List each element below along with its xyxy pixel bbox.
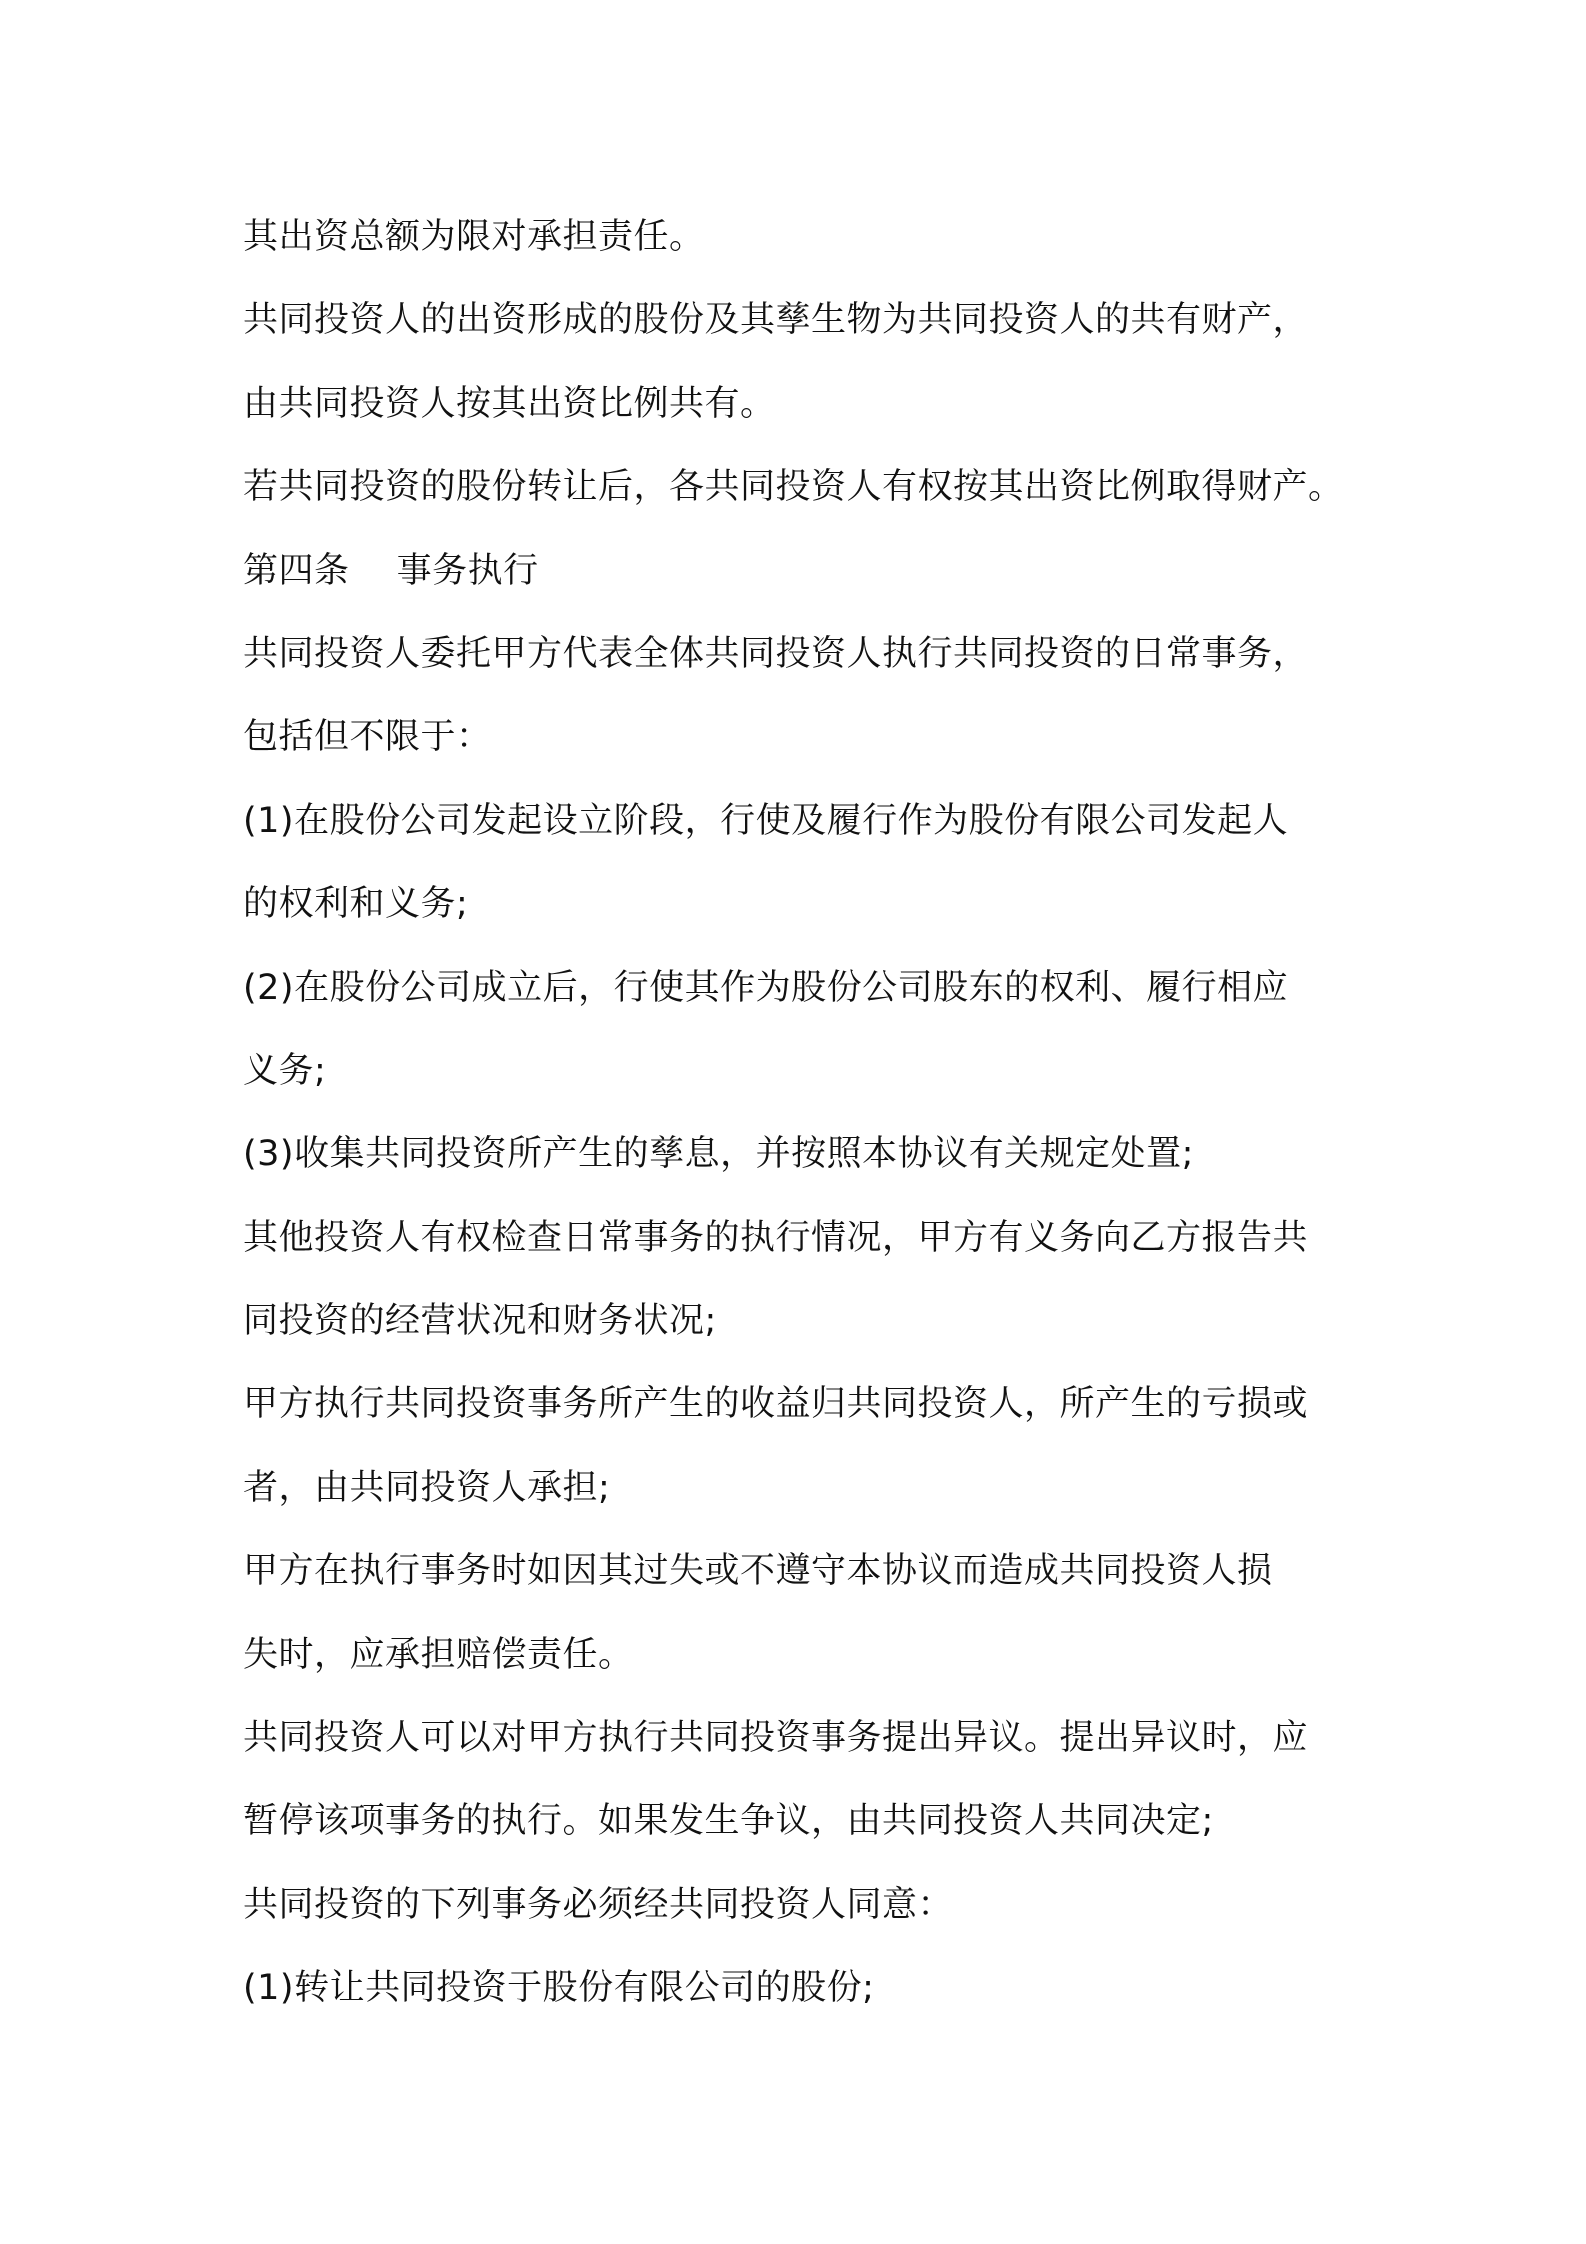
list-item: (3)收集共同投资所产生的孳息，并按照本协议有关规定处置; <box>243 1134 1194 1175</box>
text-line: 共同投资的下列事务必须经共同投资人同意： <box>243 1884 954 1925</box>
text-line: 甲方在执行事务时如因其过失或不遵守本协议而造成共同投资人损 <box>243 1551 1273 1592</box>
text-line: 失时，应承担赔偿责任。 <box>243 1634 634 1675</box>
list-item-continued: 义务; <box>243 1050 327 1091</box>
section-heading: 第四条 事务执行 <box>243 550 539 591</box>
list-item-continued: 的权利和义务; <box>243 884 469 925</box>
text-line: 共同投资人的出资形成的股份及其孳生物为共同投资人的共有财产， <box>243 300 1309 341</box>
text-line: 同投资的经营状况和财务状况; <box>243 1301 717 1342</box>
list-item: (2)在股份公司成立后，行使其作为股份公司股东的权利、履行相应 <box>243 967 1289 1008</box>
document-body <box>243 196 1383 2031</box>
text-line: 共同投资人可以对甲方执行共同投资事务提出异议。提出异议时，应 <box>243 1718 1309 1759</box>
list-item: (1)在股份公司发起设立阶段，行使及履行作为股份有限公司发起人 <box>243 800 1289 841</box>
text-line: 者，由共同投资人承担; <box>243 1467 611 1508</box>
text-line: 其出资总额为限对承担责任。 <box>243 217 705 257</box>
text-line: 甲方执行共同投资事务所产生的收益归共同投资人，所产生的亏损或 <box>243 1384 1309 1425</box>
text-line: 由共同投资人按其出资比例共有。 <box>243 383 776 424</box>
list-item: (1)转让共同投资于股份有限公司的股份; <box>243 1968 875 2009</box>
text-line: 若共同投资的股份转让后，各共同投资人有权按其出资比例取得财产。 <box>243 467 1344 508</box>
text-line: 共同投资人委托甲方代表全体共同投资人执行共同投资的日常事务， <box>243 633 1309 674</box>
text-line: 暂停该项事务的执行。如果发生争议，由共同投资人共同决定; <box>243 1801 1214 1842</box>
text-line: 其他投资人有权检查日常事务的执行情况，甲方有义务向乙方报告共 <box>243 1217 1309 1258</box>
text-line: 包括但不限于： <box>243 717 492 758</box>
